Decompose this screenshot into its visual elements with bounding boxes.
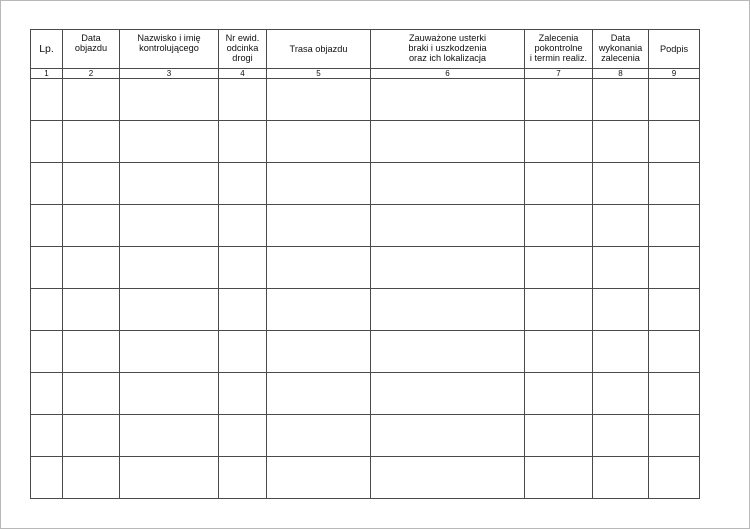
table-row: [31, 79, 700, 121]
column-header-date: Data objazdu: [63, 30, 120, 69]
table-cell[interactable]: [267, 79, 371, 121]
table-cell[interactable]: [525, 457, 593, 499]
column-number: 9: [649, 69, 700, 79]
table-row: [31, 331, 700, 373]
column-header-route: Trasa objazdu: [267, 30, 371, 69]
table-cell[interactable]: [31, 331, 63, 373]
header-row: [31, 30, 700, 69]
table-cell[interactable]: [219, 247, 267, 289]
table-cell[interactable]: [593, 373, 649, 415]
table-cell[interactable]: [371, 415, 525, 457]
column-number: 1: [31, 69, 63, 79]
table-cell[interactable]: [593, 457, 649, 499]
table-cell[interactable]: [120, 289, 219, 331]
table-cell[interactable]: [63, 247, 120, 289]
table-cell[interactable]: [31, 205, 63, 247]
table-cell[interactable]: [63, 79, 120, 121]
table-cell[interactable]: [593, 289, 649, 331]
table-cell[interactable]: [649, 457, 700, 499]
table-cell[interactable]: [371, 289, 525, 331]
table-row: [31, 415, 700, 457]
table-cell[interactable]: [120, 331, 219, 373]
table-cell[interactable]: [593, 163, 649, 205]
table-cell[interactable]: [649, 331, 700, 373]
table-cell[interactable]: [219, 79, 267, 121]
table-cell[interactable]: [649, 415, 700, 457]
table-cell[interactable]: [525, 79, 593, 121]
table-cell[interactable]: [267, 457, 371, 499]
table-cell[interactable]: [120, 247, 219, 289]
table-cell[interactable]: [593, 247, 649, 289]
table-cell[interactable]: [31, 79, 63, 121]
table-cell[interactable]: [120, 205, 219, 247]
table-cell[interactable]: [63, 373, 120, 415]
column-header-road-section: Nr ewid. odcinka drogi: [219, 30, 267, 69]
column-header-lp: Lp.: [31, 30, 63, 69]
table-cell[interactable]: [219, 163, 267, 205]
table-cell[interactable]: [31, 163, 63, 205]
column-header-defects: Zauważone usterki braki i uszkodzenia oraz ich lokalizacja: [371, 30, 525, 69]
table-cell[interactable]: [267, 121, 371, 163]
table-cell[interactable]: [267, 415, 371, 457]
table-cell[interactable]: [63, 331, 120, 373]
table-cell[interactable]: [649, 79, 700, 121]
table-cell[interactable]: [63, 121, 120, 163]
table-cell[interactable]: [649, 163, 700, 205]
table-cell[interactable]: [31, 457, 63, 499]
table-cell[interactable]: [371, 457, 525, 499]
column-number-row: [31, 69, 700, 79]
table-cell[interactable]: [371, 163, 525, 205]
table-cell[interactable]: [219, 415, 267, 457]
column-number: 7: [525, 69, 593, 79]
table-row: [31, 289, 700, 331]
table-body: [31, 79, 700, 499]
table-cell[interactable]: [525, 289, 593, 331]
table-cell[interactable]: [593, 331, 649, 373]
table-cell[interactable]: [649, 373, 700, 415]
table-cell[interactable]: [525, 121, 593, 163]
table-cell[interactable]: [649, 205, 700, 247]
table-cell[interactable]: [371, 79, 525, 121]
table-row: [31, 205, 700, 247]
table-cell[interactable]: [219, 289, 267, 331]
table-cell[interactable]: [63, 205, 120, 247]
table-cell[interactable]: [649, 247, 700, 289]
table-cell[interactable]: [120, 415, 219, 457]
table-cell[interactable]: [219, 457, 267, 499]
table-cell[interactable]: [593, 205, 649, 247]
table-cell[interactable]: [219, 331, 267, 373]
table-cell[interactable]: [267, 289, 371, 331]
table-cell[interactable]: [593, 415, 649, 457]
table-cell[interactable]: [593, 79, 649, 121]
table-cell[interactable]: [267, 331, 371, 373]
table-cell[interactable]: [267, 163, 371, 205]
table-row: [31, 373, 700, 415]
column-number: 8: [593, 69, 649, 79]
table-row: [31, 457, 700, 499]
table-cell[interactable]: [525, 247, 593, 289]
table-cell[interactable]: [371, 121, 525, 163]
table-row: [31, 247, 700, 289]
column-header-inspector: Nazwisko i imię kontrolującego: [120, 30, 219, 69]
column-number: 4: [219, 69, 267, 79]
table-cell[interactable]: [593, 121, 649, 163]
table-cell[interactable]: [120, 457, 219, 499]
table-row: [31, 121, 700, 163]
table-cell[interactable]: [267, 373, 371, 415]
table-cell[interactable]: [31, 121, 63, 163]
table-cell[interactable]: [649, 289, 700, 331]
table-cell[interactable]: [371, 373, 525, 415]
table-cell[interactable]: [267, 205, 371, 247]
table-cell[interactable]: [31, 247, 63, 289]
table-cell[interactable]: [63, 457, 120, 499]
table-cell[interactable]: [219, 121, 267, 163]
column-header-recommendations: Zalecenia pokontrolne i termin realiz.: [525, 30, 593, 69]
column-header-completion-date: Data wykonania zalecenia: [593, 30, 649, 69]
table-cell[interactable]: [525, 373, 593, 415]
table-cell[interactable]: [525, 415, 593, 457]
table-cell[interactable]: [219, 373, 267, 415]
column-number: 3: [120, 69, 219, 79]
table-cell[interactable]: [371, 247, 525, 289]
table-cell[interactable]: [63, 415, 120, 457]
table-cell[interactable]: [63, 289, 120, 331]
table-cell[interactable]: [525, 205, 593, 247]
table-cell[interactable]: [120, 121, 219, 163]
table-cell[interactable]: [525, 163, 593, 205]
column-number: 2: [63, 69, 120, 79]
table-cell[interactable]: [120, 373, 219, 415]
table-cell[interactable]: [219, 205, 267, 247]
table-cell[interactable]: [371, 205, 525, 247]
table-cell[interactable]: [371, 331, 525, 373]
table-row: [31, 163, 700, 205]
table-cell[interactable]: [63, 163, 120, 205]
column-number: 6: [371, 69, 525, 79]
table-cell[interactable]: [649, 121, 700, 163]
table-cell[interactable]: [525, 331, 593, 373]
table-cell[interactable]: [120, 163, 219, 205]
table-cell[interactable]: [267, 247, 371, 289]
table-cell[interactable]: [120, 79, 219, 121]
table-cell[interactable]: [31, 373, 63, 415]
table-cell[interactable]: [31, 289, 63, 331]
inspection-log-table: [30, 29, 700, 499]
table-cell[interactable]: [31, 415, 63, 457]
column-header-signature: Podpis: [649, 30, 700, 69]
column-number: 5: [267, 69, 371, 79]
